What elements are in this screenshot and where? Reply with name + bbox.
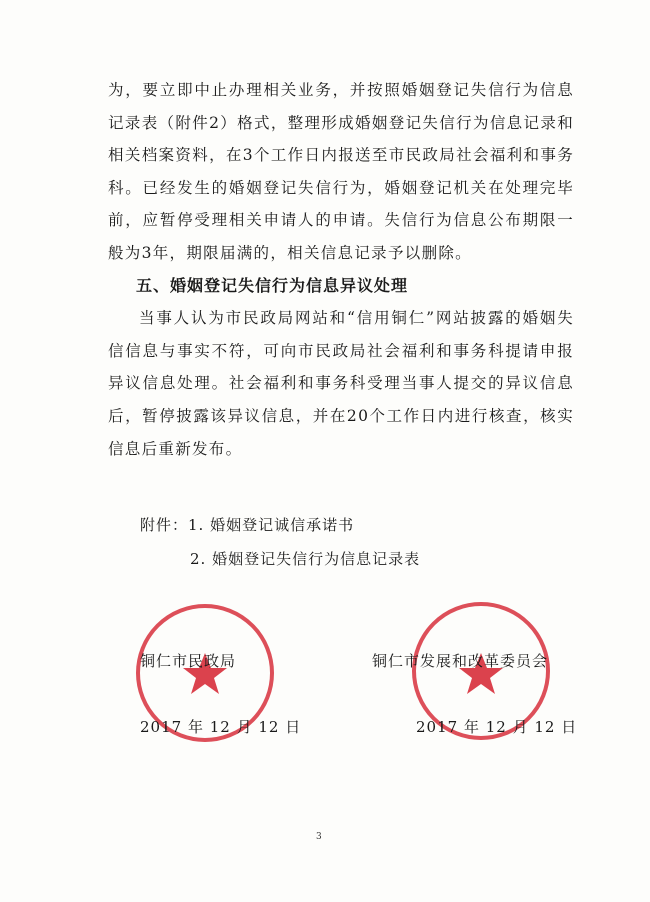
paragraph-objection: 当事人认为市民政局网站和“信用铜仁”网站披露的婚姻失信信息与事实不符，可向市民政局社会福利和事务科提请申报异议信息处理。社会福利和事务科受理当事人提交的异议信息后，暂停披露该异议信息，并在20个工作日内进行核查，核实信息后重新发布。 xyxy=(108,309,574,458)
signature-org-left: 铜仁市民政局 xyxy=(140,652,237,670)
attachment-item-2: 2. 婚姻登记失信行为信息记录表 xyxy=(190,550,421,568)
attachments-list xyxy=(140,508,420,576)
signature-date-right: 2017 年 12 月 12 日 xyxy=(416,718,578,736)
page-number: 3 xyxy=(316,832,322,842)
section-heading: 五、婚姻登记失信行为信息异议处理 xyxy=(136,275,409,295)
signature-org-right: 铜仁市发展和改革委员会 xyxy=(372,652,549,670)
attachments-label: 附件： xyxy=(140,516,189,534)
body-text xyxy=(108,74,574,465)
paragraph-continuation: 为，要立即中止办理相关业务，并按照婚姻登记失信行为信息记录表（附件2）格式，整理形成婚姻登记失信行为信息记录和相关档案资料，在3个工作日内报送至市民政局社会福利和事务科。已经发生的婚姻登记失信行为，婚姻登记机关在处理完毕前，应暂停受理相关申请人的申请。失信行为信息公布期限一般为3年，期限届满的，相关信息记录予以删除。 xyxy=(108,81,574,262)
signature-date-left: 2017 年 12 月 12 日 xyxy=(140,718,302,736)
attachment-item-1: 1. 婚姻登记诚信承诺书 xyxy=(188,516,355,534)
